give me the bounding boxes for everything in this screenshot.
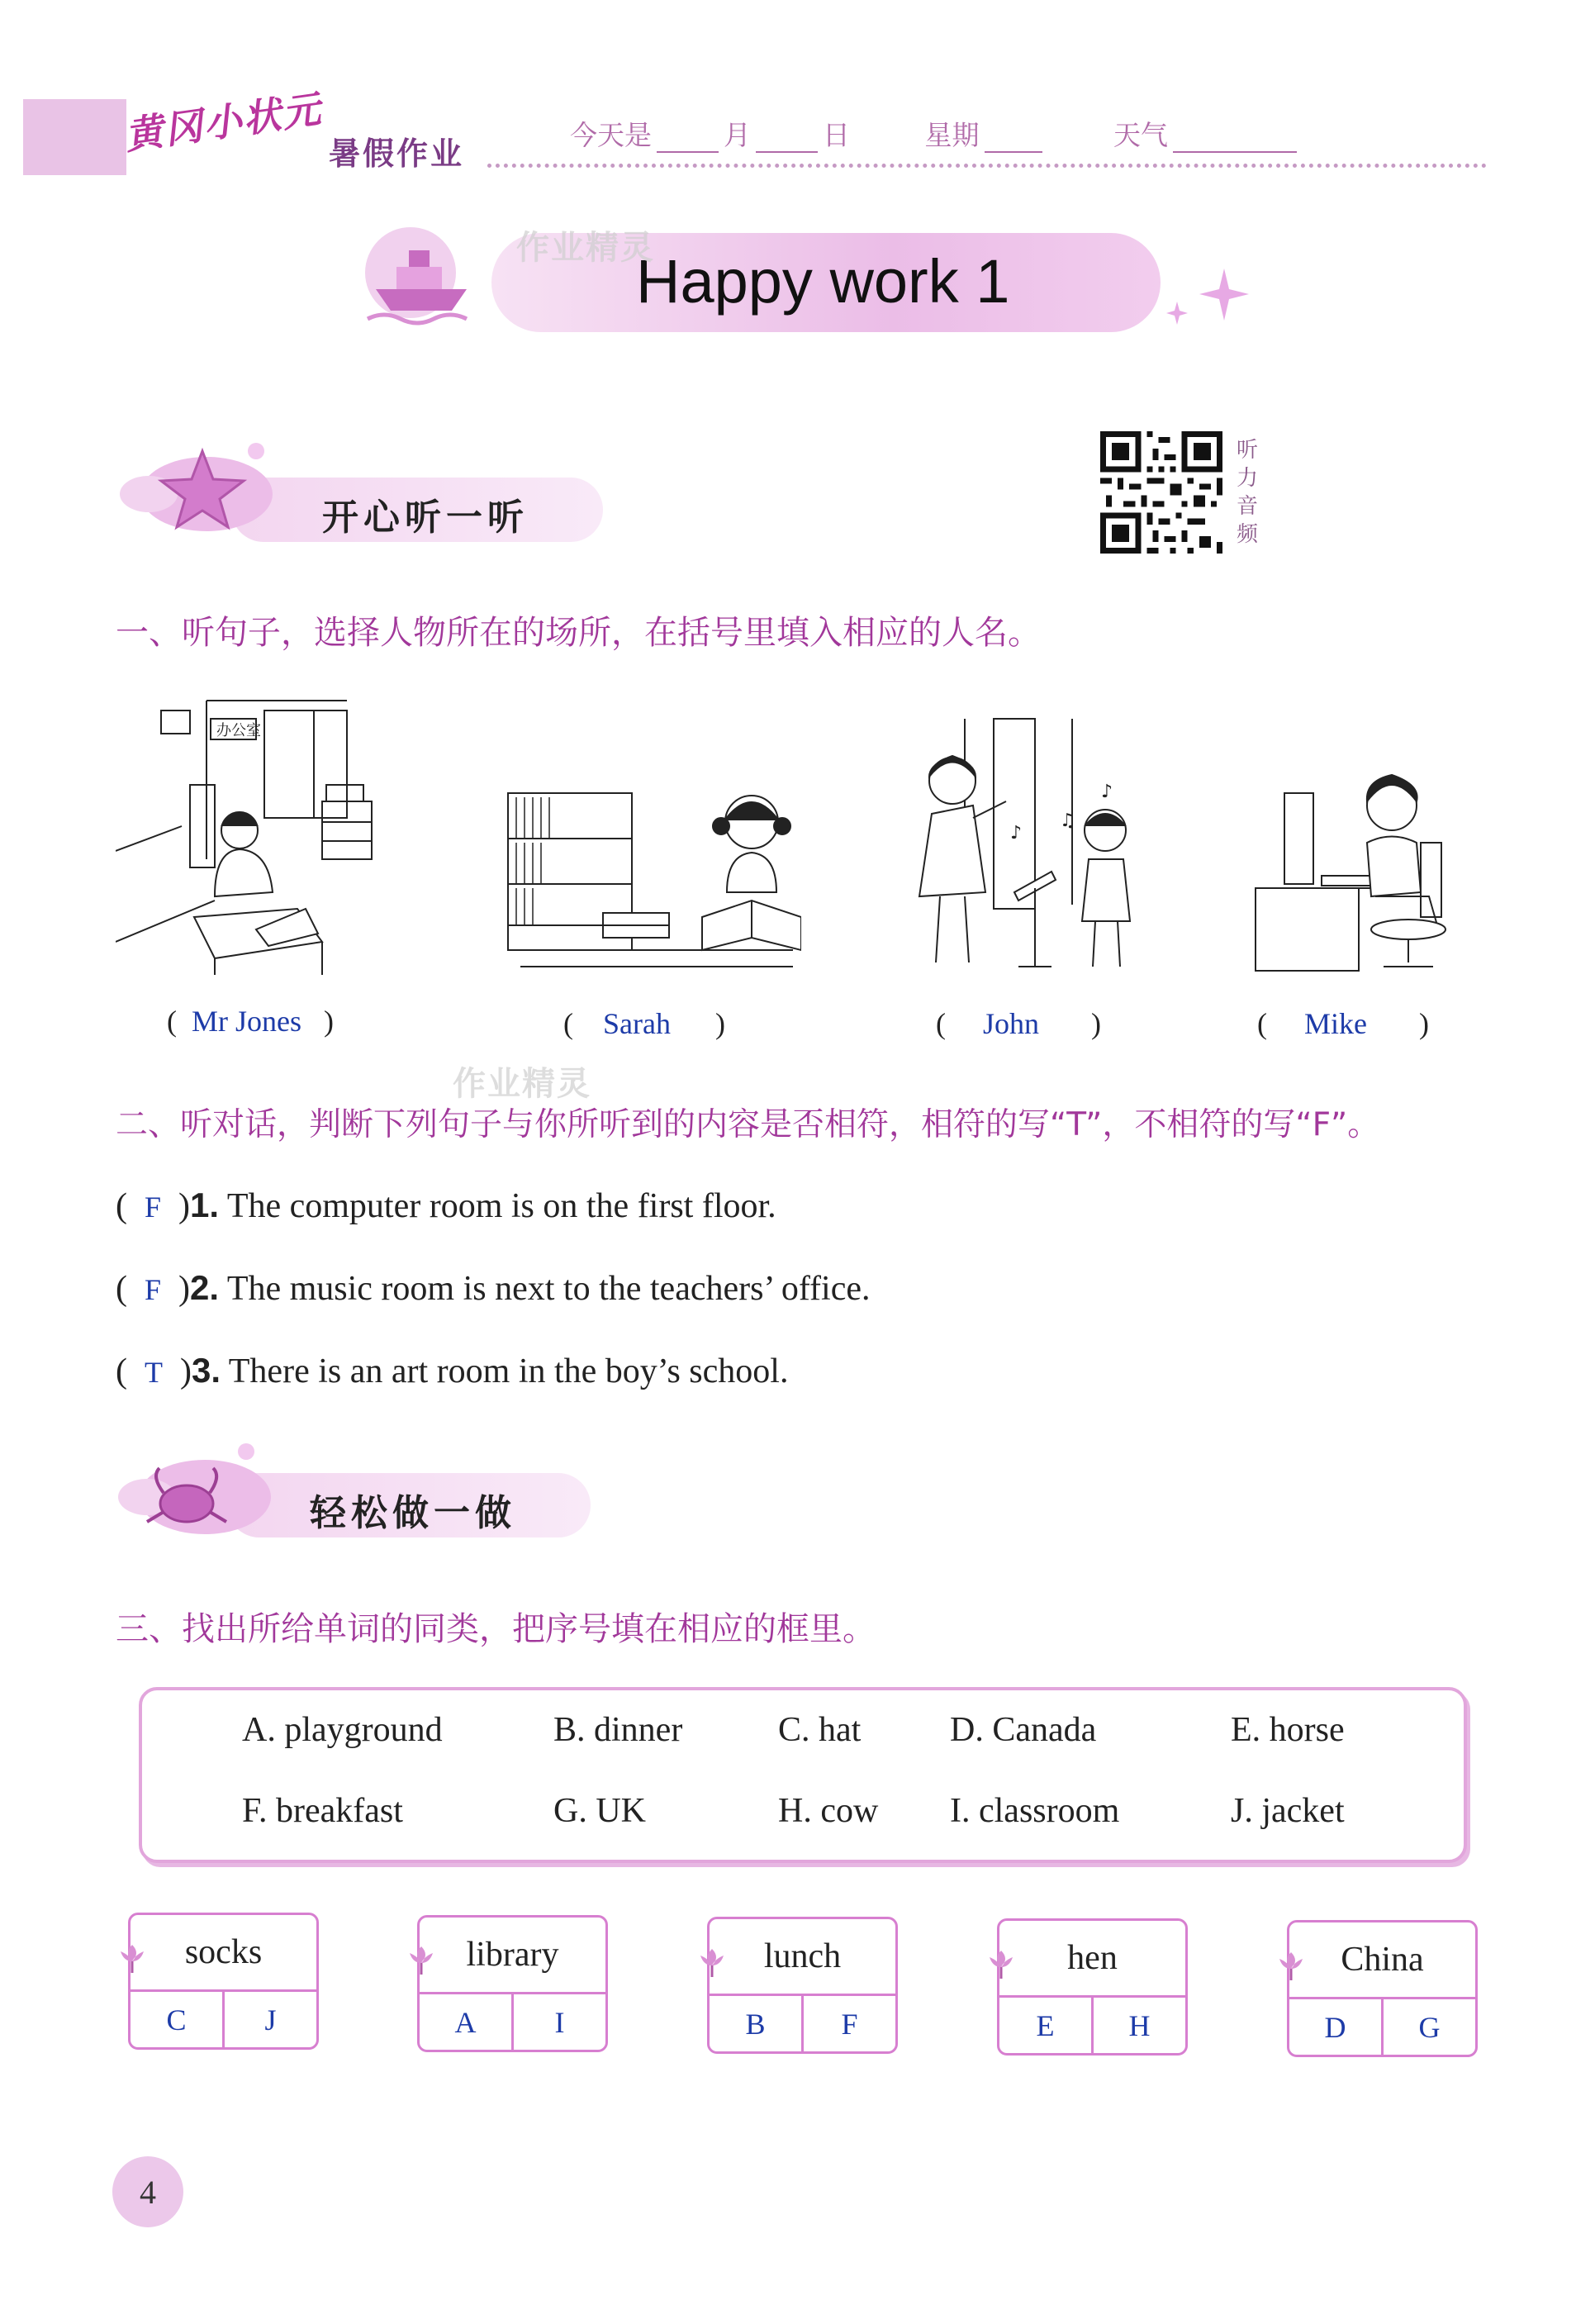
q2-item-3-answer[interactable]: T [145,1356,163,1389]
card-answer-slot[interactable]: B [745,2007,766,2041]
q2-item-2-number: 2. [190,1268,220,1307]
ship-icon [359,221,483,329]
q2-item-2-answer[interactable]: F [145,1273,162,1306]
option-i: I. classroom [950,1792,1120,1830]
sparkle-icon [1156,264,1256,330]
word-card [997,1918,1188,2055]
q1-heading: 一、听句子，选择人物所在的场所，在括号里填入相应的人名。 [116,614,1041,652]
starfish-icon [116,436,273,535]
q2-item-3-text: There is an art room in the boy’s school. [228,1352,789,1390]
card-answer-slot[interactable]: C [166,2003,187,2036]
month-blank[interactable] [657,130,719,153]
q1-answer-1: ( Mr Jones ) [167,1005,334,1038]
qr-label [1235,436,1260,549]
flower-icon [985,1947,1018,1980]
brand-logo: 黄冈小状元 [121,86,325,159]
do-section-title: 轻松做一做 [310,1492,516,1534]
option-g: G. UK [553,1792,646,1830]
qr-label-char: 听 [1236,438,1258,463]
q3-heading: 三、找出所给单词的同类，把序号填在相应的框里。 [116,1610,876,1648]
book-subtitle: 暑假作业 [329,135,465,172]
option-j: J. jacket [1231,1792,1345,1830]
svg-text:♪: ♪ [1010,823,1023,844]
qr-label-char: 力 [1236,466,1258,491]
q2-item-3-number: 3. [192,1351,221,1390]
qr-label-char: 频 [1236,522,1258,547]
option-b: B. dinner [553,1711,683,1749]
card-word: socks [131,1915,316,1992]
q1-answer-2: ( Sarah ) [563,1007,725,1040]
word-card [128,1913,319,2050]
q2-item-1: ( F )1. The computer room is on the first floor. [116,1186,776,1225]
word-card [1287,1920,1478,2057]
option-h: H. cow [778,1792,879,1830]
q1-answer-4: ( Mike ) [1257,1007,1429,1040]
day-label: 日 [823,119,850,151]
card-answer-slot[interactable]: G [1381,1999,1475,2055]
q2-item-1-answer[interactable]: F [145,1191,162,1224]
flower-icon [695,1946,729,1979]
q1-answer-3-text[interactable]: John [983,1007,1040,1040]
svg-text:办公室: 办公室 [216,722,261,739]
watermark: 作业精灵 [516,229,655,267]
option-e: E. horse [1231,1711,1345,1749]
card-answer-slot[interactable]: E [1036,2008,1055,2042]
q2-item-2: ( F )2. The music room is next to the teachers’ office. [116,1268,871,1308]
library-scene-illustration [504,777,801,979]
q2-item-3: ( T )3. There is an art room in the boy’s school. [116,1351,789,1390]
qr-code[interactable] [1100,431,1222,554]
weather-label: 天气 [1113,119,1168,151]
card-word: lunch [710,1919,895,1996]
flower-icon [1275,1949,1308,1982]
weekday-blank[interactable] [985,130,1042,153]
watermark: 作业精灵 [453,1065,591,1103]
card-word: library [420,1918,605,1994]
word-card [707,1917,898,2054]
day-blank[interactable] [756,130,818,153]
listen-section-title: 开心听一听 [322,497,529,539]
option-f: F. breakfast [242,1792,403,1830]
card-answer-slot[interactable]: I [511,1994,605,2050]
office-scene-illustration [116,694,409,979]
header-band [23,99,126,175]
crab-icon [114,1439,271,1538]
music-room-scene-illustration [907,715,1155,983]
card-answer-slot[interactable]: A [454,2005,477,2039]
card-answer-slot[interactable]: F [801,1996,895,2051]
q2-item-1-number: 1. [190,1186,220,1224]
q2-item-2-text: The music room is next to the teachers’ office. [226,1270,871,1308]
page-number: 4 [112,2156,183,2227]
q1-answer-3: ( John ) [936,1007,1102,1040]
svg-text:♪: ♪ [1101,782,1113,802]
q2-item-1-text: The computer room is on the first floor. [226,1187,776,1225]
word-card [417,1915,608,2052]
qr-label-char: 音 [1236,494,1258,519]
card-word: China [1289,1922,1475,1999]
flower-icon [116,1941,149,1975]
card-answer-slot[interactable]: J [222,1992,316,2047]
q1-answer-1-text[interactable]: Mr Jones [192,1005,301,1038]
option-d: D. Canada [950,1711,1097,1749]
svg-text:♫: ♫ [1060,810,1076,831]
q2-heading: 二、听对话，判断下列句子与你所听到的内容是否相符，相符的写“T”，不相符的写“F”。 [116,1106,1380,1143]
date-today-label: 今天是 [570,119,652,151]
card-answer-slot[interactable]: D [1324,2010,1346,2044]
flower-icon [405,1943,438,1976]
date-bar [570,114,1302,153]
option-c: C. hat [778,1711,862,1749]
card-answer-slot[interactable]: H [1091,1998,1185,2053]
computer-room-scene-illustration [1251,760,1450,979]
option-a: A. playground [242,1711,443,1749]
page-title: Happy work 1 [636,247,1010,316]
weather-blank[interactable] [1173,130,1297,153]
q1-answer-4-text[interactable]: Mike [1304,1007,1367,1040]
card-word: hen [999,1921,1185,1998]
q1-answer-2-text[interactable]: Sarah [603,1007,671,1040]
month-label: 月 [724,119,751,151]
weekday-label: 星期 [924,119,980,151]
header-dotted-line [487,164,1487,168]
